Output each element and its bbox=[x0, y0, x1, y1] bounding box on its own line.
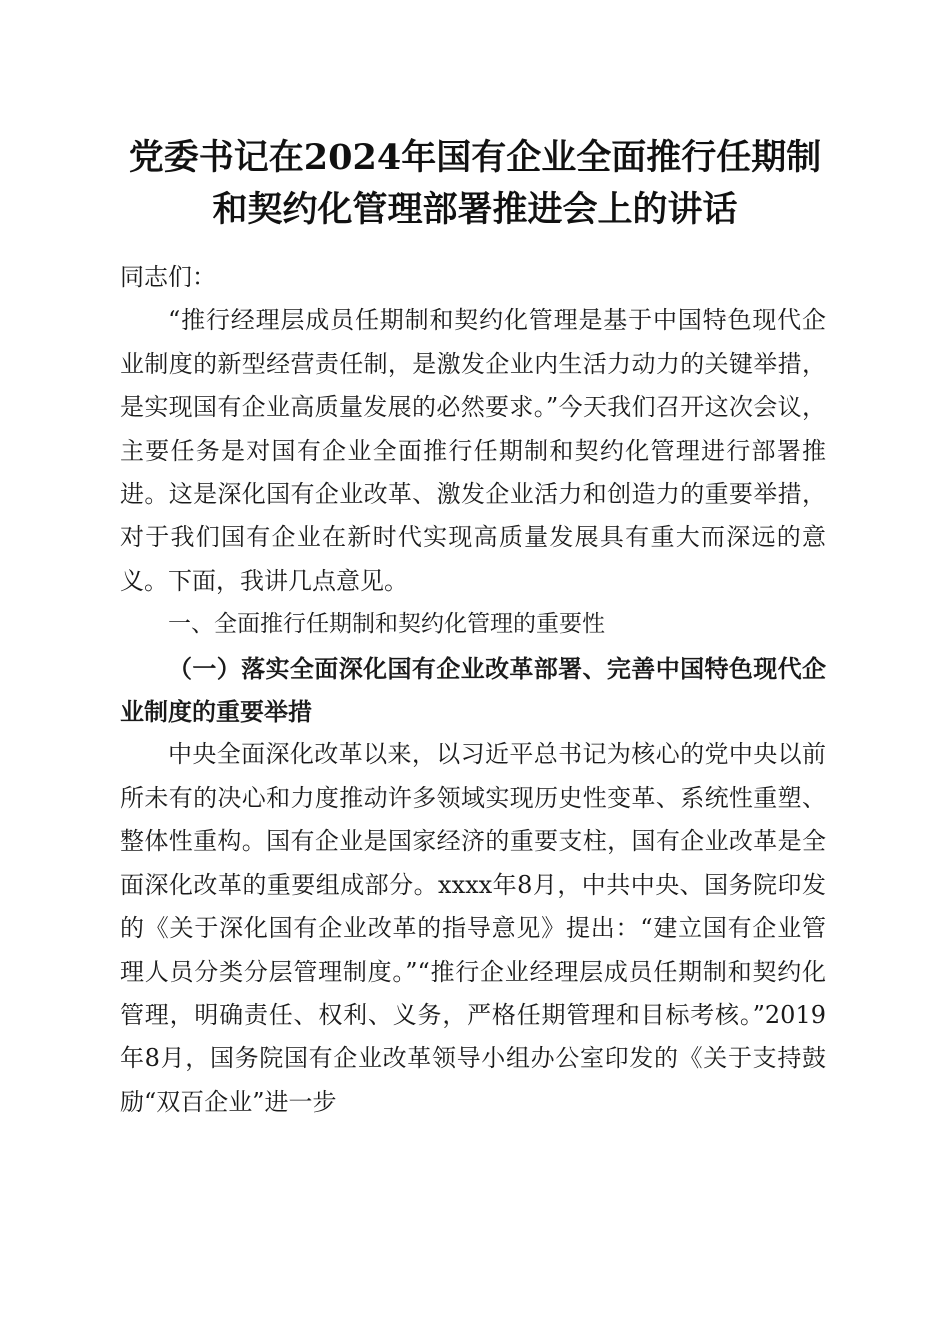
paragraph-intro: “推行经理层成员任期制和契约化管理是基于中国特色现代企业制度的新型经营责任制，是激发企业内生活力动力的关键举措，是实现国有企业高质量发展的必然要求。”今天我们召开这次会议，主要任务是对国有企业全面推行任期制和契约化管理进行部署推进。这是深化国有企业改革、激发企业活力和创造力的重要举措，对于我们国有企业在新时代实现高质量发展具有重大而深远的意义。下面，我讲几点意见。 bbox=[120, 306, 826, 595]
title-line-2: 和契约化管理部署推进会上的讲话 bbox=[212, 189, 738, 230]
section-heading-1: 一、全面推行任期制和契约化管理的重要性 bbox=[168, 611, 605, 638]
salutation: 同志们： bbox=[120, 263, 216, 291]
subsection-heading-1: （一）落实全面深化国有企业改革部署、完善中国特色现代企业制度的重要举措 bbox=[120, 653, 826, 727]
title-line-1: 党委书记在2024年国有企业全面推行任期制 bbox=[128, 137, 822, 178]
document-body bbox=[120, 256, 826, 1124]
document-title bbox=[100, 132, 850, 236]
paragraph-reform: 中央全面深化改革以来，以习近平总书记为核心的党中央以前所未有的决心和力度推动许多领域实现历史性变革、系统性重塑、整体性重构。国有企业是国家经济的重要支柱，国有企业改革是全面深化改革的重要组成部分。xxxx年8月，中共中央、国务院印发的《关于深化国有企业改革的指导意见》提出：“建立国有企业管理人员分类分层管理制度。”“推行企业经理层成员任期制和契约化管理，明确责任、权利、义务，严格任期管理和目标考核。”2019年8月，国务院国有企业改革领导小组办公室印发的《关于支持鼓励“双百企业”进一步 bbox=[120, 740, 826, 1116]
